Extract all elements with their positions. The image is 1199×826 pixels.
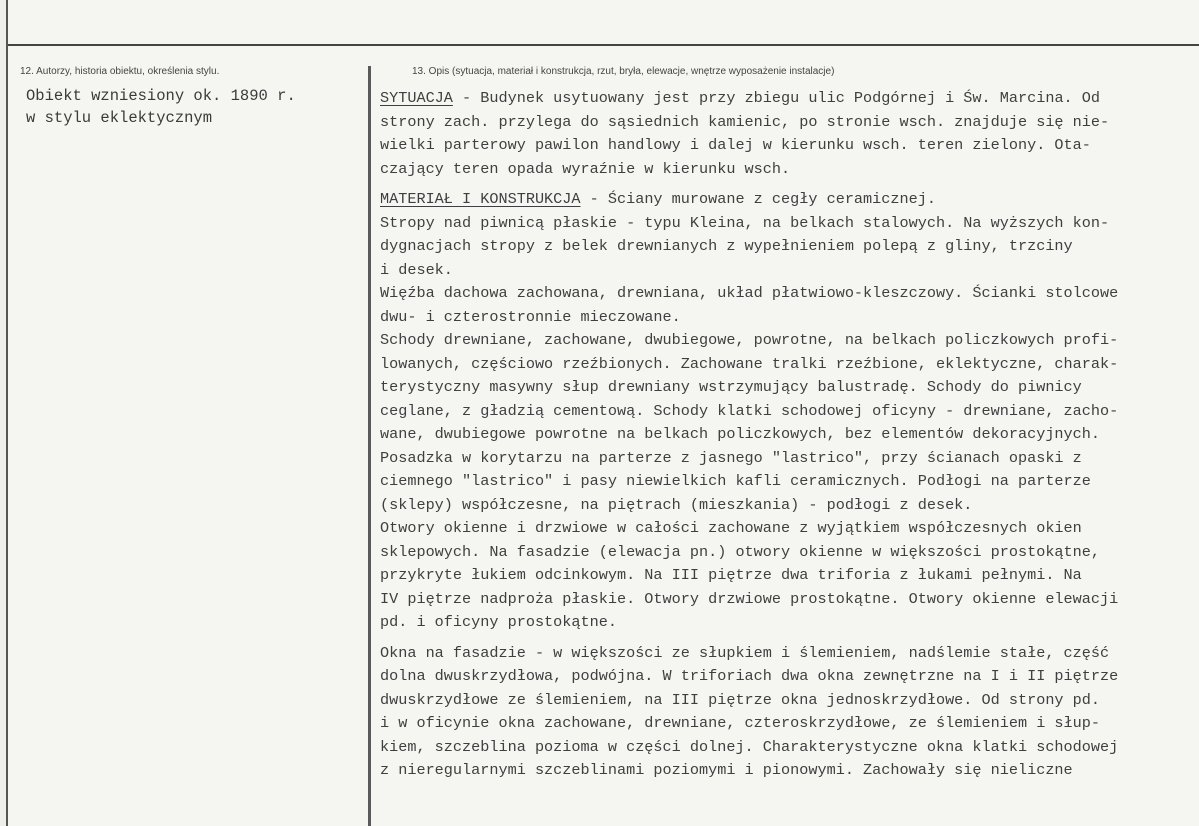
text-line <box>380 712 1195 736</box>
line-text: - Budynek usytuowany jest przy zbiegu ulic Podgórnej i Św. Marcina. Od <box>452 89 1101 107</box>
text-line <box>380 588 1195 612</box>
line-text: - Ściany murowane z cegły ceramicznej. <box>580 190 936 208</box>
line-text: z nieregularnymi szczeblinami poziomymi i pionowymi. Zachowały się nieliczne <box>380 761 1073 779</box>
text-line <box>380 541 1195 565</box>
history-line: w stylu eklektycznym <box>26 109 213 127</box>
line-text: i w oficynie okna zachowane, drewniane, czteroskrzydłowe, ze ślemieniem i słup- <box>380 714 1101 732</box>
field-12-label: 12. Autorzy, historia obiektu, określenia stylu. <box>20 66 220 77</box>
line-text: IV piętrze nadproża płaskie. Otwory drzwiowe prostokątne. Otwory okienne elewacji <box>380 589 1119 608</box>
line-text: dwuskrzydłowe ze ślemieniem, na III piętrze okna jednoskrzydłowe. Od strony pd. <box>380 690 1101 709</box>
line-text: wane, dwubiegowe powrotne na belkach policzkowych, bez elementów dekoracyjnych. <box>380 425 1101 443</box>
text-line <box>380 494 1195 518</box>
history-text <box>26 85 356 129</box>
text-line <box>380 259 1195 283</box>
text-line <box>380 87 1195 111</box>
line-text: i desek. <box>380 260 453 279</box>
line-text: czający teren opada wyraźnie w kierunku wsch. <box>380 159 791 178</box>
line-text: dwu- i czterostronnie mieczowane. <box>380 307 681 326</box>
field-13-label: 13. Opis (sytuacja, materiał i konstrukcja, rzut, bryła, elewacje, wnętrze wyposażenie instalacje) <box>412 66 835 77</box>
section-paragraph <box>380 642 1195 783</box>
section-heading: MATERIAŁ I KONSTRUKCJA <box>380 190 581 208</box>
text-line <box>380 235 1195 259</box>
line-text: wielki parterowy pawilon handlowy i dalej w kierunku wsch. teren zielony. Ota- <box>380 136 1091 154</box>
column-divider <box>368 66 371 826</box>
text-line <box>380 376 1195 400</box>
line-text: ceglane, z gładzią cementową. Schody klatki schodowej oficyny - drewniane, zacho- <box>380 401 1119 420</box>
line-text: sklepowych. Na fasadzie (elewacja pn.) otwory okienne w większości prostokątne, <box>380 542 1101 561</box>
text-line <box>380 759 1195 783</box>
line-text: kiem, szczeblina pozioma w części dolnej. Charakterystyczne okna klatki schodowej <box>380 737 1119 756</box>
text-line <box>380 329 1195 353</box>
text-line <box>380 111 1195 135</box>
history-line: Obiekt wzniesiony ok. 1890 r. <box>26 87 296 105</box>
section-heading: SYTUACJA <box>380 89 453 107</box>
section-paragraph <box>380 188 1195 635</box>
line-text: Schody drewniane, zachowane, dwubiegowe, powrotne, na belkach policzkowych profi- <box>380 331 1119 349</box>
line-text: (sklepy) współczesne, na piętrach (mieszkania) - podłogi z desek. <box>380 495 973 514</box>
text-line <box>380 188 1195 212</box>
text-line <box>380 158 1195 182</box>
text-line <box>380 282 1195 306</box>
line-text: strony zach. przylega do sąsiednich kamienic, po stronie wsch. znajduje się nie- <box>380 112 1110 131</box>
text-line <box>380 689 1195 713</box>
text-line <box>380 306 1195 330</box>
line-text: Stropy nad piwnicą płaskie - typu Kleina, na belkach stalowych. Na wyższych kon- <box>380 213 1110 232</box>
line-text: ciemnego "lastrico" i pasy niewielkich kafli ceramicznych. Podłogi na parterze <box>380 472 1091 490</box>
line-text: Więźba dachowa zachowana, drewniana, układ płatwiowo-kleszczowy. Ścianki stolcowe <box>380 284 1119 302</box>
text-line <box>380 736 1195 760</box>
text-line <box>380 447 1195 471</box>
text-line <box>380 423 1195 447</box>
line-text: terystyczny masywny słup drewniany wstrzymujący balustradę. Schody do piwnicy <box>380 378 1082 396</box>
text-line <box>380 611 1195 635</box>
line-text: Okna na fasadzie - w większości ze słupkiem i ślemieniem, nadślemie stałe, część <box>380 643 1110 662</box>
section-paragraph <box>380 87 1195 181</box>
top-border-line <box>8 44 1199 46</box>
text-line <box>380 134 1195 158</box>
line-text: Posadzka w korytarzu na parterze z jasnego "lastrico", przy ścianach opaski z <box>380 448 1082 467</box>
text-line <box>380 212 1195 236</box>
line-text: przykryte łukiem odcinkowym. Na III piętrze dwa triforia z łukami pełnymi. Na <box>380 566 1082 584</box>
text-line <box>380 665 1195 689</box>
text-line <box>380 564 1195 588</box>
line-text: Otwory okienne i drzwiowe w całości zachowane z wyjątkiem współczesnych okien <box>380 519 1082 537</box>
top-margin <box>8 0 1199 44</box>
line-text: pd. i oficyny prostokątne. <box>380 613 617 631</box>
line-text: dygnacjach stropy z belek drewnianych z wypełnieniem polepą z gliny, trzciny <box>380 237 1073 255</box>
text-line <box>380 470 1195 494</box>
text-line <box>380 517 1195 541</box>
line-text: lowanych, częściowo rzeźbionych. Zachowane tralki rzeźbione, eklektyczne, charak- <box>380 354 1119 373</box>
description-text <box>380 87 1195 790</box>
document-sheet <box>6 0 1199 826</box>
text-line <box>380 642 1195 666</box>
line-text: dolna dwuskrzydłowa, podwójna. W triforiach dwa okna zewnętrzne na I i II piętrze <box>380 667 1119 685</box>
text-line <box>380 353 1195 377</box>
text-line <box>380 400 1195 424</box>
